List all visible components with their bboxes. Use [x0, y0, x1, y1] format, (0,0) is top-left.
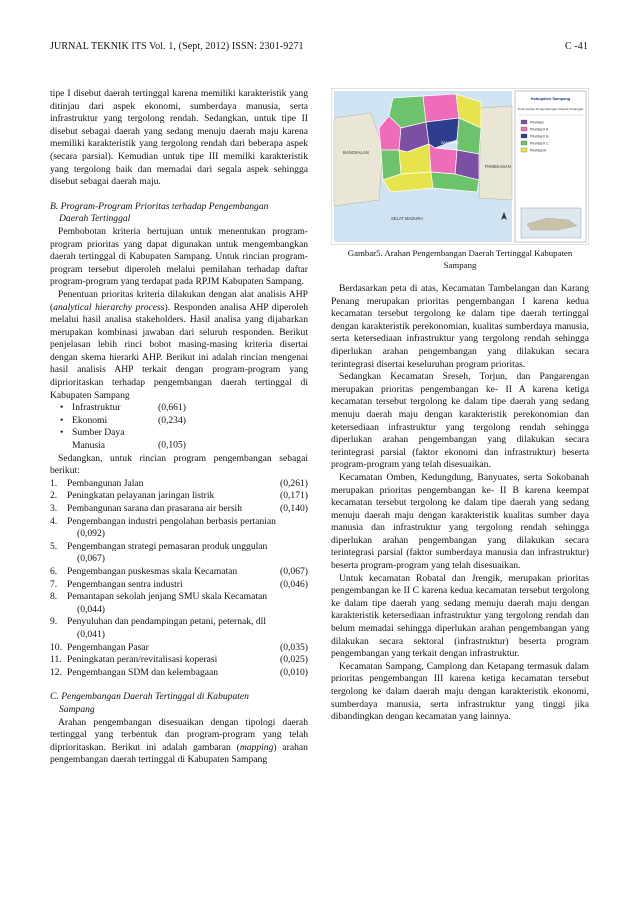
legend-subtitle: Peta Arahan Pengembangan Daerah Tertinggal [518, 107, 583, 111]
section-b-subtitle: Daerah Tertinggal [59, 213, 131, 225]
legend-label: Prioritas III [530, 148, 547, 153]
list-item: 9. Penyuluhan dan pendampingan petani, peternak, dll (0,041) [50, 616, 267, 640]
list-item: 10. Pengembangan Pasar (0,035) [50, 641, 308, 653]
weighting-paragraph: Pembobotan kriteria bertujuan untuk menentukan program-program prioritas yang dapat digunakan untuk mengembangkan daerah tertinggal di Kabupaten Sampang. Untuk rincian program-program tersebut diperoleh melalui pemilahan terhadap daftar program-program yang terdapat pada RPJM Kabupaten Sampang. [50, 225, 308, 288]
section-c-subtitle: Sampang [59, 703, 95, 715]
right-column [331, 88, 589, 724]
figure-caption: Gambar5. Arahan Pengembangan Daerah Tertinggal Kabupaten Sampang [347, 248, 573, 270]
legend-label: Prioritas II C [530, 141, 549, 146]
map-label-east: PAMEKASAN [485, 164, 511, 169]
right-paragraph: Kecamatan Omben, Kedungdung, Banyuates, serta Sokobanah merupakan prioritas pengembangan ke- II B karena keempat kecamatan tersebut tergolong ke dalam tipe daerah yang sedang menuju daerah maju dengan karakteristik kualitas sumber daya manusia dan infrastruktur yang tergolong rendah sehingga diperlukan arahan pengembangan yang dilakukan secara terintegrasi parsial (faktor sumberdaya manusia dan infrastruktur) beserta program-program yang telah disesuaikan. [331, 471, 589, 572]
list-item: 2. Peningkatan pelayanan jaringan listrik (0,171) [50, 490, 308, 502]
list-item: 7. Pengembangan sentra industri (0,046) [50, 578, 308, 590]
development-map-figure [331, 88, 589, 245]
map-label-west: BANGKALAN [343, 150, 369, 155]
journal-title: JURNAL TEKNIK ITS Vol. 1, (Sept, 2012) ISSN: 2301-9271 [50, 41, 304, 52]
page-number: C -41 [565, 41, 588, 52]
section-b-heading [50, 201, 308, 226]
list-item: 5. Pengembangan strategi pemasaran produk unggulan (0,067) [50, 540, 268, 565]
list-item: 11. Peningkatan peran/revitalisasi koperasi (0,025) [50, 654, 308, 666]
list-item: 6. Pengembangan puskesmas skala Kecamatan (0,067) [50, 565, 308, 577]
district-ketapang [423, 94, 459, 122]
legend-swatch [521, 148, 527, 152]
pamekasan-area [479, 106, 512, 200]
running-header [50, 41, 588, 55]
legend-swatch [521, 120, 527, 124]
list-item: 4. Pengembangan industri pengolahan berbasis pertanian (0,092) [50, 515, 276, 540]
programs-intro: Sedangkan, untuk rincian program pengembangan sebagai berikut: [50, 452, 308, 477]
bangkalan-area [334, 113, 383, 206]
program-list [50, 478, 308, 680]
intro-paragraph: tipe I disebut daerah tertinggal karena memiliki karakteristik yang ditinjau dari aspek ekonomi, sumberdaya manusia, serta infrastruktur yang tergolong rendah. Sedangkan, untuk tipe II disebut sebagai daerah yang sedang menuju daerah maju karena memiliki karakteristik yang tergolong rendah dari beberapa aspek (secara parsial). Kemudian untuk tipe III memilki karakteristik yang tergolong baik dan memadai dari segala aspek sehingga disebut sebagai daerah maju. [50, 88, 308, 188]
list-item: 8. Pemantapan sekolah jenjang SMU skala Kecamatan (0,044) [50, 591, 268, 615]
legend-swatch [521, 141, 527, 145]
legend-label: Prioritas II A [530, 127, 549, 132]
section-c-heading [50, 691, 308, 716]
list-item: • Infrastruktur (0,661) [60, 402, 308, 415]
section-b-title: B. Program-Program Prioritas terhadap Pengembangan [50, 200, 269, 212]
criteria-list [50, 402, 308, 452]
right-paragraph: Berdasarkan peta di atas, Kecamatan Tambelangan dan Karang Penang merupakan prioritas pengembangan I karena kedua kecamatan tersebut tergolong ke dalam tipe daerah tertinggal dengan karakteristik perekonomian, kualitas sumberdaya manusia, serta ketersediaan infrastruktur yang tergolong rendah sehingga diperlukan arahan pengembangan yang dilakukan secara terintegrasi disertai keseluruhan program prioritas. [331, 283, 589, 370]
right-paragraph: Sedangkan Kecamatan Sreseh, Torjun, dan Pangarengan merupakan prioritas pengembangan ke- II A karena ketiga kecamatan tersebut tergolong ke dalam tipe daerah yang sedang menuju daerah maju dengan karakteristik perekonomian dan ketersediaan infrastruktur yang tergolong rendah sehingga diperlukan arahan pengembangan yang dilakukan secara terintegrasi parsial (faktor ekonomi dan infrastruktur) beserta program-program yang telah disesuaikan. [331, 371, 589, 471]
section-c-title: C. Pengembangan Daerah Tertinggal di Kabupaten [50, 691, 249, 703]
legend-swatch [521, 127, 527, 131]
legend-title: Kabupaten Sampang [530, 96, 571, 101]
list-item: 12. Pengembangan SDM dan kelembagaan (0,010) [50, 666, 308, 678]
legend-label: Prioritas II B [530, 134, 549, 139]
ahp-paragraph: Penentuan prioritas kriteria dilakukan dengan alat analisis AHP (analytical hierarchy process). Responden analisa AHP diperoleh melalui hasil analisa stakeholders. Hasil analisa yang dijabarkan merupakan kombinasi jawaban dari seluruh responden. Berikut penjelasan lebih rinci bobot masing-masing kriteria disertai dengan skema hierarki AHP. Berikut ini adalah rincian mengenai hasil analisis AHP terkait dengan program-program yang diprioritaskan terhadap pengembangan daerah tertinggal di Kabupaten Sampang [50, 288, 308, 401]
left-column [50, 88, 308, 767]
list-item: 3. Pembangunan sarana dan prasarana air bersih (0,140) [50, 503, 308, 514]
right-paragraph: Untuk kecamatan Robatal dan Jrengik, merupakan prioritas pengembangan ke II C karena kedua kecamatan tersebut tergolong ke dalam tipe daerah yang sedang menuju daerah maju dengan karakteristik ketersediaan infrastruktur yang tergolong rendah dan belum memadai sehingga diperlukan arahan pengembangan yang dilakukan secara sektoral (infrastruktur) beserta program pengembangan yang terkait dengan infrastruktur. [331, 572, 589, 660]
list-item: • Ekonomi (0,234) [60, 415, 308, 428]
sampang-map [331, 88, 589, 245]
ahp-term: analytical hierarchy process [53, 301, 165, 313]
legend-label: Prioritas I [530, 120, 545, 125]
mapping-paragraph: Arahan pengembangan disesuaikan dengan tipologi daerah tertinggal yang terbentuk dan program-program yang telah diprioritaskan. Berikut ini adalah gambaran (mapping) arahan pengembangan daerah tertinggal di Kabupaten Sampang [50, 716, 308, 766]
list-item: 1. Pembangunan Jalan (0,261) [50, 477, 308, 489]
map-label-sea: SELAT MADURA [391, 216, 424, 221]
right-paragraph: Kecamatan Sampang, Camplong dan Ketapang termasuk dalam prioritas pengembangan III karena ketiga kecamatan tersebut tergolong ke dalam daerah maju dengan karakteristik ekonomi, sumberdaya manusia, serta infrastruktur yang tinggi jika dibandingkan dengan kecamatan yang lainnya. [331, 660, 589, 723]
mapping-term: mapping [239, 741, 274, 753]
list-item: • Sumber Daya Manusia (0,105) [60, 427, 308, 452]
legend-swatch [521, 134, 527, 138]
map-label-south: SAMPANG [441, 141, 459, 145]
